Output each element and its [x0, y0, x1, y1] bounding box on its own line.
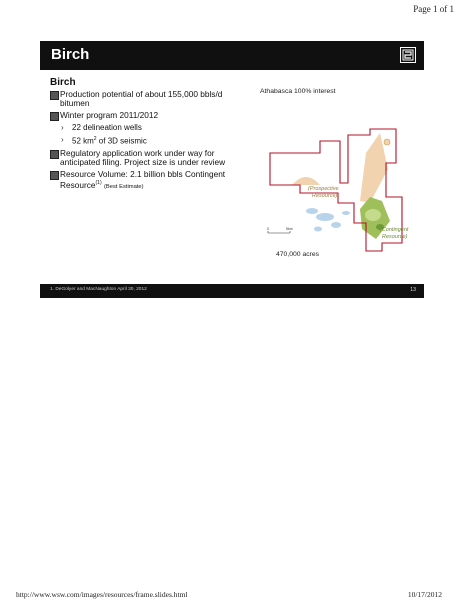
prospective-label-line-1: (Prospective: [308, 186, 339, 192]
section-title: Birch: [50, 77, 76, 88]
water-bodies: [306, 208, 350, 232]
best-estimate-note: (Best Estimate): [103, 184, 144, 191]
bullet-item: [50, 90, 230, 109]
contingent-label-line-1: (Contingent: [380, 227, 409, 233]
slide-footer: [40, 284, 424, 298]
sub-bullet-arrow: ›: [61, 123, 64, 133]
page-url: http://www.wsw.com/images/resources/frame.slides.html: [16, 590, 188, 599]
slide-number: 13: [410, 287, 416, 293]
map-acreage: 470,000 acres: [276, 251, 320, 258]
bullet-item: [50, 111, 230, 120]
scale-unit-label: 5km: [286, 227, 293, 231]
prospective-label-line-2: Resource): [312, 193, 338, 199]
bullet-item: [50, 149, 230, 168]
footnote-ref: (1): [95, 180, 102, 187]
slide: [40, 41, 424, 298]
marker-ring: [384, 139, 390, 145]
bullet-text: Production potential of about 155,000 bbls/d bitumen: [60, 89, 223, 109]
sub-bullet-text: 22 delineation wells: [72, 123, 142, 133]
sub-bullet-superscript: 2: [93, 136, 97, 143]
sub-bullet-arrow: ›: [61, 135, 64, 145]
sub-bullet-item: [50, 123, 230, 132]
bullet-text: Winter program 2011/2012: [60, 110, 159, 121]
contingent-label-line-2: Resource): [382, 234, 408, 240]
bullet-text: Resource Volume: 2.1 billion bbls Contingent Resource: [60, 169, 226, 191]
scale-zero-label: 0: [267, 227, 269, 231]
sub-bullet-text-post: of 3D seismic: [96, 136, 147, 146]
lease-map: [220, 93, 420, 253]
map-title: Athabasca 100% interest: [260, 88, 336, 95]
slide-header: [40, 41, 424, 70]
footnote: 1. DeGolyer and MacNaughton April 30, 2012: [50, 287, 147, 292]
sub-bullet-item: [50, 135, 230, 146]
scale-bar: [267, 227, 293, 233]
slide-title: Birch: [51, 46, 90, 63]
bullet-item: [50, 170, 230, 193]
company-logo-icon: [400, 47, 416, 63]
bullet-text: Regulatory application work under way for anticipated filing. Project size is under review: [60, 147, 226, 168]
bullet-list: [50, 90, 230, 195]
page-date: 10/17/2012: [407, 590, 442, 599]
page-indicator: Page 1 of 1: [413, 4, 454, 14]
sub-bullet-text-pre: 52 km: [72, 136, 94, 146]
